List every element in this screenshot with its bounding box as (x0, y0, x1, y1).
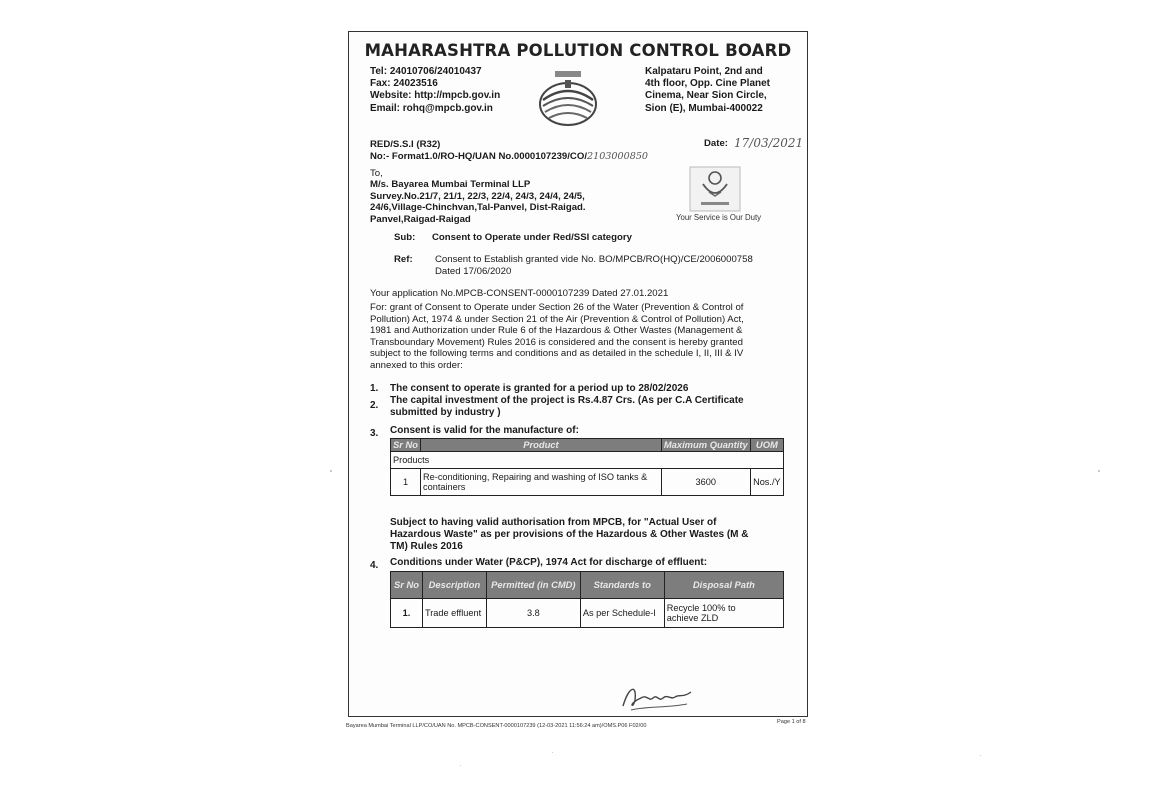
board-title: MAHARASHTRA POLLUTION CONTROL BOARD (364, 41, 792, 60)
tagline: Your Service is Our Duty (676, 213, 762, 222)
address-line: Cinema, Near Sion Circle, (645, 90, 767, 102)
item-number: 1. (370, 383, 379, 394)
cell-uom: Nos./Y (750, 469, 783, 496)
grant-paragraph: For: grant of Consent to Operate under Section 26 of the Water (Prevention & Control of Pollution) Act, 1974 & under Section 21 of the Air (Prevention & Control of Pollution) Act, 1981 and Authorization under Rule 6 of the Hazardous & Other Wastes (Management & Transboundary Movement) Rules 2016 is considered and the consent is hereby granted subject to the following terms and conditions and as detailed in the schedule I, II, III & IV annexed to this order: (370, 302, 744, 371)
subject-text: Consent to Operate under Red/SSI category (432, 232, 632, 243)
item-number: 3. (370, 428, 379, 439)
address-line: Sion (E), Mumbai-400022 (645, 102, 763, 114)
sub-label: Sub: (394, 232, 416, 243)
col-header: Standards to (580, 572, 664, 599)
addressee-line: 24/6,Village-Chinchvan,Tal-Panvel, Dist-Raigad. (370, 202, 586, 214)
ref-text: Consent to Establish granted vide No. BO/MPCB/RO(HQ)/CE/2006000758 Dated 17/06/2020 (435, 254, 753, 277)
application-line: Your application No.MPCB-CONSENT-0000107239 Dated 27.01.2021 (370, 288, 669, 299)
document-page (348, 31, 808, 717)
products-table (390, 438, 784, 496)
contact-block (370, 66, 500, 115)
table-header-row (391, 572, 784, 599)
cell-quantity: 3600 (661, 469, 750, 496)
contact-tel: Tel: 24010706/24010437 (370, 66, 482, 77)
hazardous-note: Subject to having valid authorisation from MPCB, for "Actual User of Hazardous Waste" as per provisions of the Hazardous & Other Wastes (M & TM) Rules 2016 (390, 517, 749, 552)
handwritten-date: 17/03/2021 (734, 136, 804, 150)
page-number: Page 1 of 8 (777, 719, 806, 725)
addressee-line: Survey.No.21/7, 21/1, 22/3, 22/4, 24/3, 24/4, 24/5, (370, 190, 585, 202)
cell-description: Trade effluent (422, 599, 486, 628)
cell-sr: 1 (391, 469, 421, 496)
to-label: To, (370, 168, 383, 179)
cell-sr: 1. (391, 599, 423, 628)
col-header: Sr No (391, 439, 421, 452)
table-header-row (391, 439, 784, 452)
page-footer: Bayarea Mumbai Terminal LLP/CO/UAN No. MPCB-CONSENT-0000107239 (12-03-2021 11:56:24 am)/OMS.P06 F02/00 (346, 723, 647, 729)
col-header: Disposal Path (664, 572, 783, 599)
effluent-table (390, 571, 784, 628)
item-manufacture: Consent is valid for the manufacture of: (390, 425, 579, 436)
col-header: Maximum Quantity (661, 439, 750, 452)
date-label: Date: (704, 138, 728, 149)
cell-standards: As per Schedule-I (580, 599, 664, 628)
item-capital-investment: The capital investment of the project is Rs.4.87 Crs. (As per C.A Certificate submitted by industry ) (390, 395, 744, 418)
table-group-row (391, 452, 784, 469)
addressee-block (370, 179, 586, 225)
col-header: Product (421, 439, 662, 452)
contact-fax: Fax: 24023516 (370, 78, 438, 90)
address-block (645, 66, 770, 115)
col-header: Sr No (391, 572, 423, 599)
address-line: Kalpataru Point, 2nd and (645, 66, 763, 77)
care-logo-icon (689, 166, 741, 212)
table-row (391, 599, 784, 628)
handwritten-number: 2103000850 (586, 151, 649, 162)
cell-permitted: 3.8 (486, 599, 580, 628)
address-line: 4th floor, Opp. Cine Planet (645, 78, 771, 90)
col-header: Permitted (in CMD) (486, 572, 580, 599)
item-effluent-conditions: Conditions under Water (P&CP), 1974 Act for discharge of effluent: (390, 557, 708, 568)
col-header: UOM (750, 439, 783, 452)
category-code: RED/S.S.I (R32) (370, 139, 441, 150)
addressee-line: Panvel,Raigad-Raigad (370, 213, 471, 225)
contact-email: Email: rohq@mpcb.gov.in (370, 102, 493, 114)
addressee-line: M/s. Bayarea Mumbai Terminal LLP (370, 179, 531, 190)
table-row (391, 469, 784, 496)
col-header: Description (422, 572, 486, 599)
contact-website: Website: http://mpcb.gov.in (370, 90, 501, 102)
signature-icon (617, 680, 697, 714)
ref-label: Ref: (394, 254, 413, 265)
cell-product: Re-conditioning, Repairing and washing of ISO tanks & containers (421, 469, 662, 496)
item-number: 2. (370, 400, 379, 411)
reference-number: No:- Format1.0/RO-HQ/UAN No.0000107239/CO/2103000850 (370, 151, 649, 162)
cell-disposal: Recycle 100% to achieve ZLD (664, 599, 783, 628)
item-validity: The consent to operate is granted for a period up to 28/02/2026 (390, 383, 689, 394)
item-number: 4. (370, 560, 379, 571)
mpcb-emblem-icon (535, 68, 601, 128)
group-label: Products (391, 452, 784, 469)
